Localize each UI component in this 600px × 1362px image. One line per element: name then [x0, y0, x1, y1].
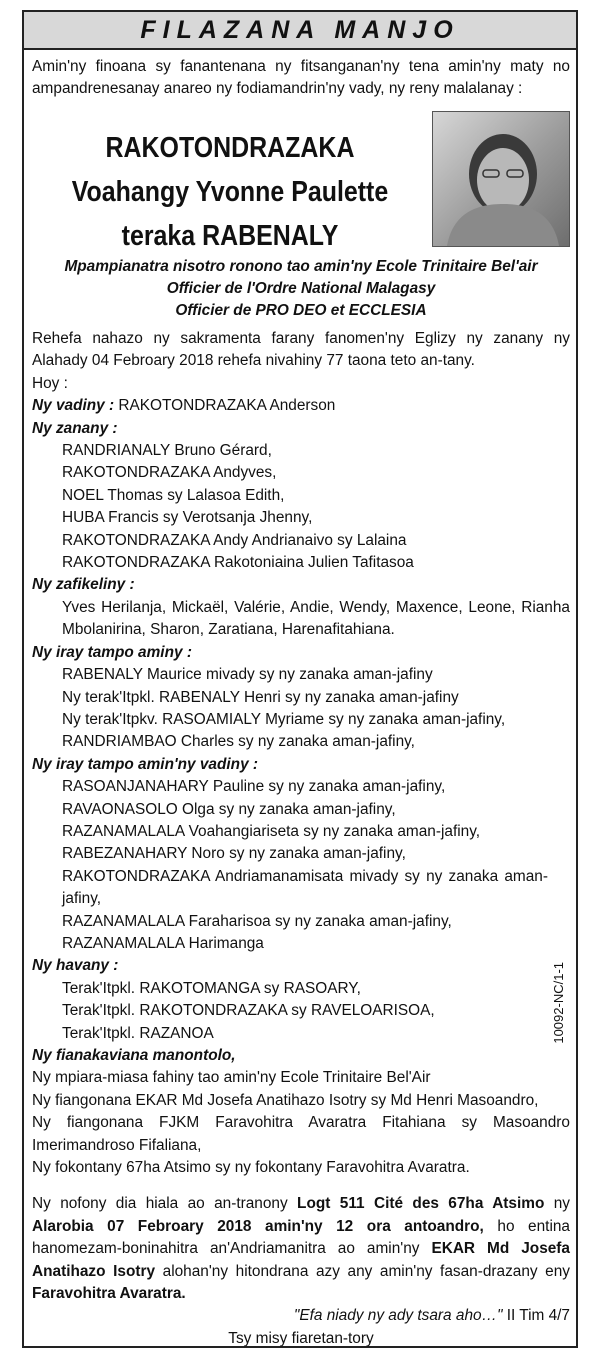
list-item: RAZANAMALALA Voahangiariseta sy ny zanaka aman-jafiny,: [62, 822, 481, 840]
spouse-label: Ny vadiny :: [32, 397, 115, 415]
list-item: Ny fiangonana FJKM Faravohitra Avaratra Fitahiana sy Masoandro Imerimandroso Fifaliana,: [32, 1114, 570, 1154]
hoy-label: Hoy :: [32, 374, 68, 392]
title-line: Officier de l'Ordre National Malagasy: [166, 280, 436, 297]
list-item: RAKOTONDRAZAKA Andyves,: [62, 464, 277, 482]
list-item: Terak'Itpkl. RAZANOA: [62, 1024, 214, 1042]
scripture-quote: [32, 1305, 570, 1327]
relatives-label: Ny havany :: [32, 957, 119, 975]
name-line-3: teraka RABENALY: [121, 220, 339, 252]
grandchildren-label: Ny zafikeliny :: [32, 576, 135, 594]
notice-main-text: [32, 328, 570, 1350]
list-item: RAZANAMALALA Harimanga: [62, 934, 264, 952]
spouse-line: [32, 395, 570, 417]
quote-text: "Efa niady ny ady tsara aho…": [293, 1307, 503, 1325]
funeral-date: Alarobia 07 Febroary 2018 amin'ny 12 ora antoandro,: [32, 1217, 484, 1235]
spouse-name: RAKOTONDRAZAKA Anderson: [114, 397, 336, 415]
funeral-text: Ny nofony dia hiala ao an-tranony: [32, 1195, 298, 1213]
list-item: Ny mpiara-miasa fahiny tao amin'ny Ecole Trinitaire Bel'Air: [32, 1069, 431, 1087]
funeral-text: alohan'ny hitondrana azy any amin'ny fasan-drazany eny: [155, 1262, 570, 1280]
list-item: Terak'Itpkl. RAKOTOMANGA sy RASOARY,: [62, 979, 361, 997]
funeral-church: EKAR Md Josefa Anatihazo Isotry: [32, 1240, 570, 1280]
children-label: Ny zanany :: [32, 419, 118, 437]
list-item: RAZANAMALALA Faraharisoa sy ny zanaka aman-jafiny,: [62, 912, 452, 930]
list-item: RAVAONASOLO Olga sy ny zanaka aman-jafiny,: [62, 800, 396, 818]
intro-text: Amin'ny finoana sy fanantenana ny fitsanganan'ny tena amin'ny maty no ampandrenesanay anareo ny fodiamandrin'ny vady, ny reny malalanay :: [32, 58, 570, 98]
list-item: Ny fiangonana EKAR Md Josefa Anatihazo Isotry sy Md Henri Masoandro,: [32, 1091, 539, 1109]
list-item: RABENALY Maurice mivady sy ny zanaka aman-jafiny: [62, 666, 433, 684]
name-line-2: Voahangy Yvonne Paulette: [71, 176, 389, 208]
siblings-label: Ny iray tampo aminy :: [32, 643, 192, 661]
burial-place: Faravohitra Avaratra.: [32, 1285, 186, 1303]
list-item: RANDRIANALY Bruno Gérard,: [62, 442, 272, 460]
deceased-titles: [32, 256, 570, 322]
title-line: Officier de PRO DEO et ECCLESIA: [175, 302, 427, 319]
list-item: Terak'Itpkl. RAKOTONDRAZAKA sy RAVELOARISOA,: [62, 1002, 435, 1020]
notice-header: [24, 12, 576, 50]
quote-reference: II Tim 4/7: [502, 1307, 570, 1325]
closing-line: Tsy misy fiaretan-tory: [228, 1329, 374, 1347]
list-item: RASOANJANAHARY Pauline sy ny zanaka aman-jafiny,: [62, 778, 446, 796]
funeral-address: Logt 511 Cité des 67ha Atsimo: [297, 1195, 545, 1213]
list-item: NOEL Thomas sy Lalasoa Edith,: [62, 486, 285, 504]
grandchildren-list: Yves Herilanja, Mickaël, Valérie, Andie, Wendy, Maxence, Leone, Rianha Mbolanirina, Sharon, Zaratiana, Harenafitahiana.: [62, 598, 570, 639]
obituary-notice: [22, 10, 578, 1348]
deceased-portrait: [432, 111, 570, 247]
list-item: Ny terak'Itpkl. RABENALY Henri sy ny zanaka aman-jafiny: [62, 688, 459, 706]
list-item: HUBA Francis sy Verotsanja Jhenny,: [62, 509, 313, 527]
notice-title: FILAZANA MANJO: [140, 16, 460, 44]
list-item: RABEZANAHARY Noro sy ny zanaka aman-jafiny,: [62, 845, 406, 863]
funeral-details: [32, 1193, 570, 1305]
reference-code: 10092-NC/1-1: [551, 962, 566, 1044]
funeral-text: ho entina hanomezam-boninahitra an'Andriamanitra ao amin'ny: [32, 1217, 570, 1258]
title-line: Mpampianatra nisotro ronono tao amin'ny Ecole Trinitaire Bel'air: [64, 258, 538, 275]
deceased-name: [60, 126, 401, 258]
list-item: RAKOTONDRAZAKA Andy Andrianaivo sy Lalaina: [62, 531, 407, 549]
list-item: Ny fokontany 67ha Atsimo sy ny fokontany Faravohitra Avaratra.: [32, 1159, 470, 1177]
death-announcement: Rehefa nahazo ny sakramenta farany fanomen'ny Eglizy ny zanany ny Alahady 04 Febroary 2018 rehefa nivahiny 77 taona teto an-tany.: [32, 330, 570, 370]
spouse-siblings-label: Ny iray tampo amin'ny vadiny :: [32, 755, 259, 773]
list-item: Ny terak'Itpkv. RASOAMIALY Myriame sy ny zanaka aman-jafiny,: [62, 710, 506, 728]
list-item: RAKOTONDRAZAKA Rakotoniaina Julien Tafitasoa: [62, 554, 414, 572]
name-line-1: RAKOTONDRAZAKA: [105, 132, 355, 164]
portrait-silhouette-icon: [433, 112, 569, 246]
list-item: RAKOTONDRAZAKA Andriamanamisata mivady sy ny zanaka aman-jafiny,: [62, 867, 548, 908]
list-item: RANDRIAMBAO Charles sy ny zanaka aman-jafiny,: [62, 733, 415, 751]
funeral-text: ny: [544, 1195, 570, 1213]
family-label: Ny fianakaviana manontolo,: [32, 1047, 236, 1064]
